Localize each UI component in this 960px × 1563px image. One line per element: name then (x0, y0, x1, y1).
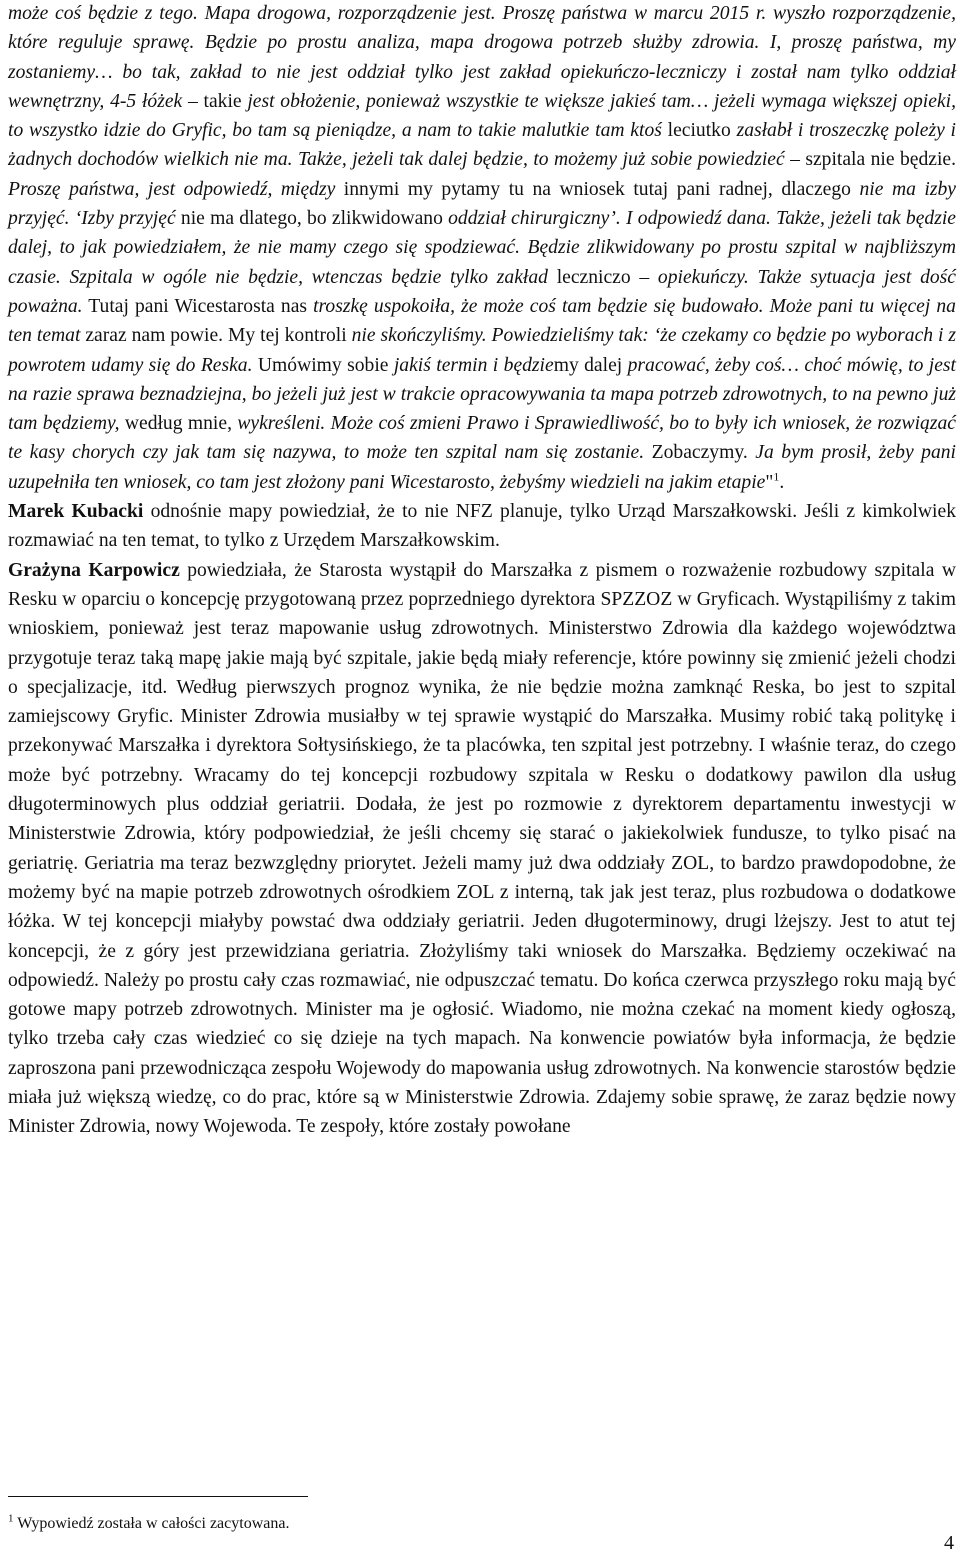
speaker-name: Marek Kubacki (8, 501, 144, 523)
paragraph-text: powiedziała, że Starosta wystąpił do Marszałka z pismem o rozważenie rozbudowy szpitala w Resku w oparciu o koncepcję przygotowaną przez poprzedniego dyrektora SPZZOZ w Gryficach. Wystąpiliśmy z takim wnioskiem, ponieważ jest teraz mapowanie usług zdrowotnych. Ministerstwo Zdrowia dla każdego województwa przygotuje teraz taką mapę jakie mają być szpitale, jakie będą miały referencje, które powinny się zmienić jeżeli chodzi o specjalizacje, itd. Według pierwszych prognoz wynika, że nie będzie można zamknąć Reska, bo jest to szpital zamiejscowy Gryfic. Minister Zdrowia musiałby w tej sprawie wystąpić do Marszałka. Musimy robić taką politykę i przekonywać Marszałka i dyrektora Sołtysińskiego, że ta placówka, ten szpital jest potrzebny. I właśnie teraz, do czego może być potrzebny. Wracamy do tej koncepcji rozbudowy szpitala w Resku o dodatkowy pawilon dla usług długoterminowych plus oddział geriatrii. Dodała, że jest po rozmowie z dyrektorem departamentu inwestycji w Ministerstwie Zdrowia, który podpowiedział, że jeśli chcemy się starać o jakiekolwiek fundusze, to tylko pisać na geriatrię. Geriatria ma teraz bezwzględny priorytet. Jeżeli mamy już dwa oddziały ZOL, to bardzo prawdopodobne, że możemy być na mapie potrzeb zdrowotnych ośrodkiem ZOL z interną, tak jak jest teraz, plus rozbudowa o dodatkowe łóżka. W tej koncepcji miałyby powstać dwa oddziały geriatrii. Jeden długoterminowy, drugi lżejszy. Jest to atut tej koncepcji, że z góry jest przewidziana geriatria. Złożyliśmy taki wniosek do Marszałka. Będziemy oczekiwać na odpowiedź. Należy po prostu cały czas rozmawiać, nie odpuszczać tematu. Do końca czerwca przyszłego roku mają być gotowe mapy potrzeb zdrowotnych. Minister ma je ogłosić. Wiadomo, nie można czekać na moment kiedy ogłoszą, tylko trzeba cały czas wiedzieć co się dzieje na tych mapach. Na konwencie powiatów była informacja, że będzie zaproszona pani przewodnicząca zespołu Wojewody do mapowania usług zdrowotnych. Na konwencie starostów będzie miała już większą wiedzę, co do prac, które są w Ministerstwie Zdrowia. Zdajemy sobie sprawę, że zaraz będzie nowy Minister Zdrowia, nowy Wojewoda. Te zespoły, które zostały powołane (8, 559, 956, 1138)
text-run: szpitala nie będzie. (805, 149, 956, 171)
text-run: pracować, żeby coś… choć mówię, to jest na razie sprawa beznadziejna, bo jeżeli już jest w trakcie opracowywania ta mapa potrzeb zdrowotnych, to na pewno już tam będziemy, (8, 354, 956, 435)
karpowicz-paragraph (8, 556, 956, 1142)
text-run: " (765, 471, 774, 493)
text-run: według (124, 413, 183, 435)
text-run: innymi my pytamy tu na wniosek tutaj pani radnej, dlaczego (335, 178, 860, 200)
document-page (8, 0, 956, 1142)
text-run: k powiedziałem, że nie mamy czego się spodziewać. Będzie zlikwidowany po prostu szpital w najbliższym czasie. Szpitala w ogóle nie będzie, wtenczas będzie tylko zakład (8, 237, 956, 288)
text-run: opiekuńczy. Także sytuacja jest dość poważna. (8, 266, 956, 317)
text-run: my dalej (553, 354, 623, 376)
text-run: nie skończyliśmy. Powiedzieliśmy tak: ‘że czekamy co będzie po wyborach i z powrotem udamy się do Reska. (8, 325, 956, 376)
text-run: zaraz nam powie. My tej kontroli (80, 325, 352, 347)
text-run: nie ma dlatego, bo zlikwidowano (175, 208, 449, 230)
text-run: zasłabł i troszeczkę poleży i żadnych dochodów wielkich nie ma. Także, jeżeli tak dalej będzie, to możemy już sobie powiedzieć – (8, 120, 956, 171)
text-run: nie ma izby przyjęć. ‘Izby przyjęć (8, 178, 956, 230)
page-number: 4 (944, 1532, 954, 1554)
text-run: Ja bym prosił, żeby pani uzupełniła ten wniosek, co tam jest złożony pani Wicestarosto, żebyśmy wiedzieli na jakim etapie (8, 442, 956, 493)
text-run: może coś będzie z tego. Mapa drogowa, rozporządzenie jest. Proszę państwa w marcu 2015 r. wyszło rozporządzenie, które reguluje sprawę. Będzie po prostu analiza, mapa drogowa potrzeb służby zdrowia. I, proszę państwa, my zostaniemy… bo tak, zakład to nie jest oddział tylko jest zakład opiekuńczo-leczniczy i został nam tylko oddział wewnętrzny, 4-5 łóżek – (8, 3, 956, 112)
footnote-reference[interactable]: 1 (773, 469, 780, 484)
text-run: . (779, 471, 785, 493)
text-run: Proszę państwa, jest odpowiedź, między (8, 178, 336, 200)
text-run: leciutko (667, 120, 731, 142)
text-run: jakiś termin i będzie (393, 354, 554, 376)
kubacki-paragraph (8, 497, 956, 556)
footnote-separator (8, 1496, 308, 1497)
text-run: Tutaj pani Wicestarosta nas (82, 295, 308, 317)
footnote-text: Wypowiedź została w całości zacytowana. (13, 1515, 290, 1532)
text-run: jest obłożenie, ponieważ wszystkie te większe jakieś tam… jeżeli wymaga większej opieki, to wszystko idzie do Gryfic, bo tam są pieniądze, a nam to takie malutkie tam ktoś (8, 90, 956, 142)
speaker-name: Grażyna Karpowicz (8, 559, 180, 581)
text-run: troszkę uspokoiła, że może coś tam będzie się budowało. Może pani tu więcej na ten temat (8, 295, 956, 347)
text-run: Umówimy sobie (252, 354, 394, 376)
paragraph-text: odnośnie mapy powiedział, że to nie NFZ planuje, tylko Urząd Marszałkowski. Jeśli z kimkolwiek rozmawiać na ten temat, to tylko z Urzędem Marszałkowskim. (8, 501, 956, 552)
text-run: mnie, (182, 413, 238, 435)
text-run: leczniczo – (547, 266, 658, 288)
text-run: oddział chirurgiczny’. I odpowiedź dana. Także, jeżeli tak będzie dalej, to ja (8, 208, 956, 259)
text-run: takie (203, 90, 242, 112)
text-run: wykreśleni. Może coś zmieni Prawo i Sprawiedliwość, bo to były ich wniosek, że rozwiązać te kasy chorych czy jak tam się nazywa, to może ten szpital nam się zostanie. (8, 413, 956, 464)
text-run: Zobaczymy. (644, 442, 756, 464)
quote-paragraph (8, 0, 956, 497)
footnote-marker: 1 (8, 1512, 14, 1525)
footnote (8, 1514, 908, 1534)
